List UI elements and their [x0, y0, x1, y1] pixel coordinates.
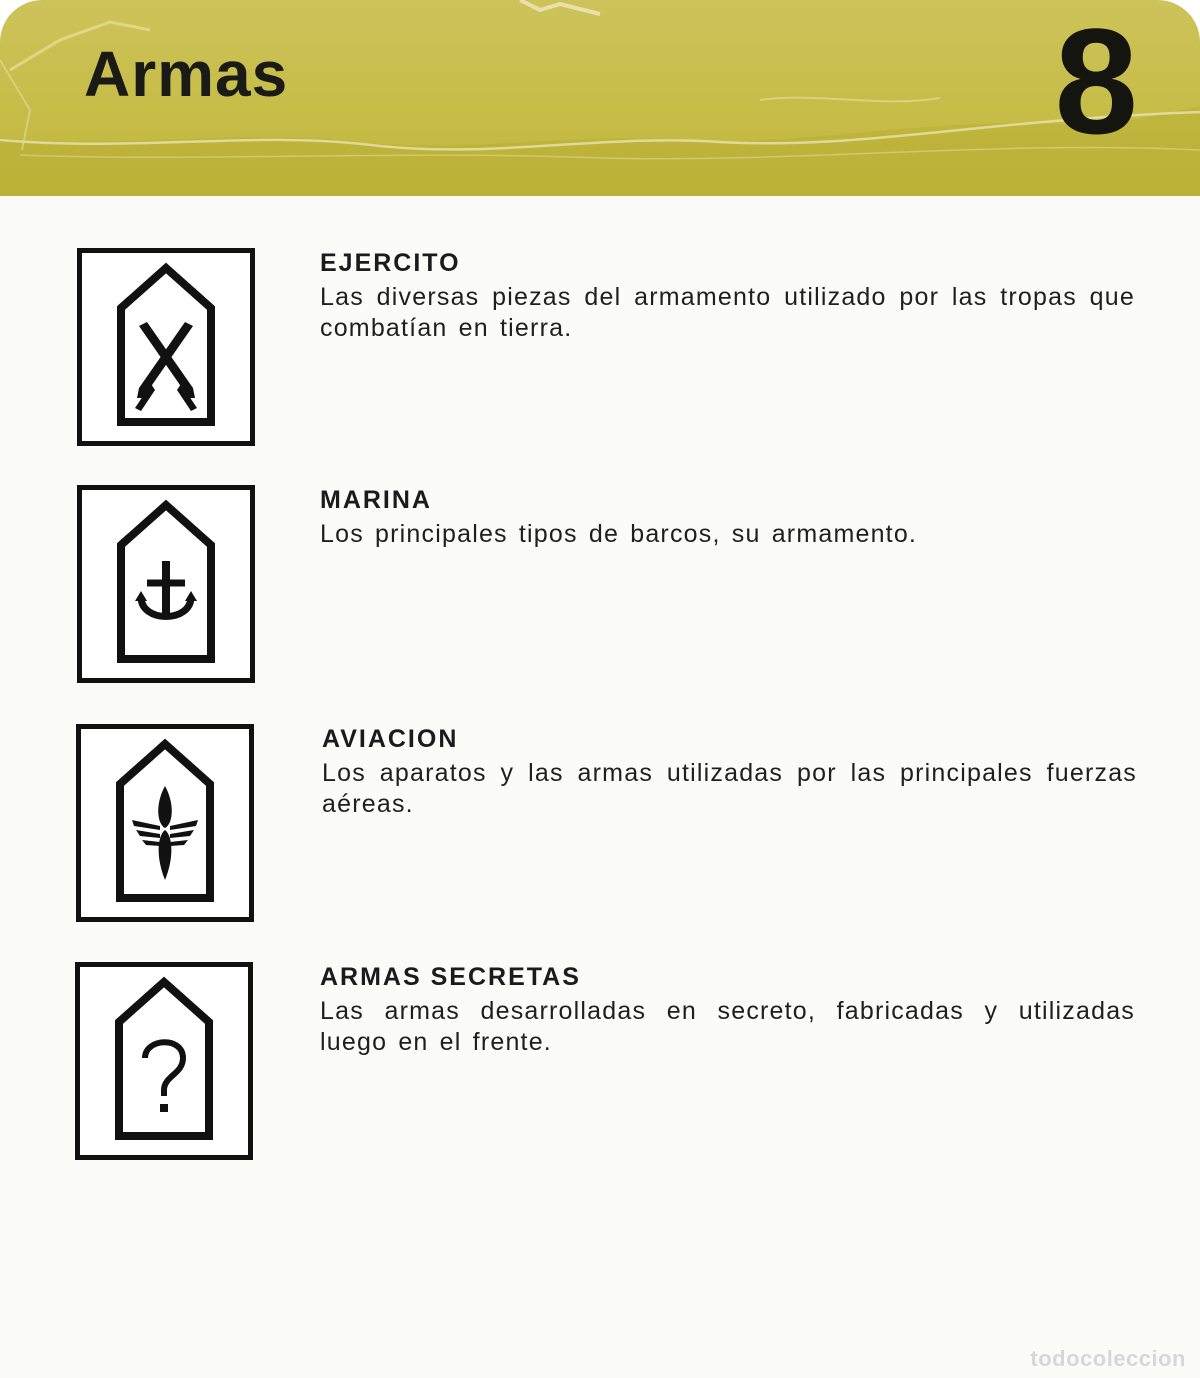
- entry-heading: MARINA: [320, 486, 432, 514]
- entry-ejercito: [0, 248, 1200, 448]
- card-number: 8: [1054, 0, 1138, 165]
- entry-heading: ARMAS SECRETAS: [320, 963, 581, 991]
- entry-marina: [0, 485, 1200, 685]
- watermark: todocoleccion: [1030, 1346, 1186, 1371]
- card-header: [0, 0, 1200, 196]
- entry-description: Los aparatos y las armas utilizadas por las principales fuerzas aéreas.: [322, 759, 1137, 818]
- entry-description: Los principales tipos de barcos, su armamento.: [320, 520, 918, 548]
- winged-propeller-icon: [76, 724, 254, 922]
- entry-description: Las armas desarrolladas en secreto, fabricadas y utilizadas luego en el frente.: [320, 997, 1135, 1056]
- crossed-rifles-icon: [77, 248, 255, 446]
- question-mark-icon: [75, 962, 253, 1160]
- card-title: Armas: [84, 38, 289, 110]
- entry-aviacion: [0, 724, 1200, 924]
- entry-heading: EJERCITO: [320, 249, 461, 277]
- anchor-icon: [77, 485, 255, 683]
- entry-description: Las diversas piezas del armamento utilizado por las tropas que combatían en tierra.: [320, 283, 1135, 342]
- entry-armas-secretas: [0, 962, 1200, 1162]
- entry-heading: AVIACION: [322, 725, 459, 753]
